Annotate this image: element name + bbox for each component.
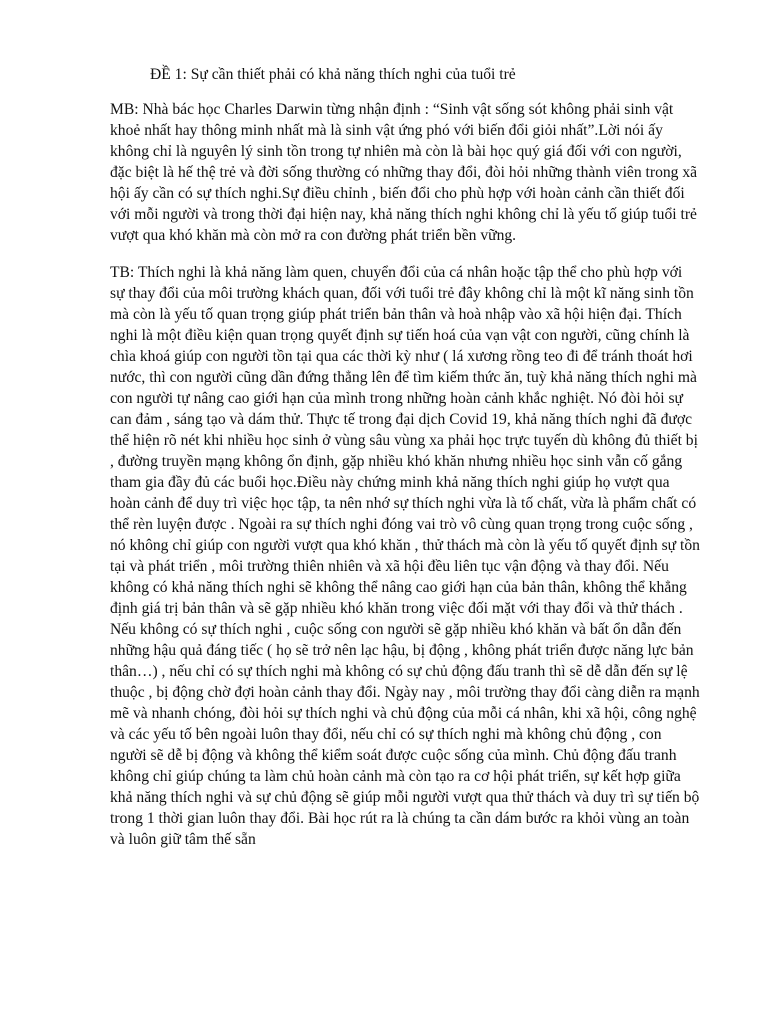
paragraph-body: TB: Thích nghi là khả năng làm quen, chuyển đổi của cá nhân hoặc tập thể cho phù hợp với sự thay đổi của môi trường khách quan, đối với tuổi trẻ đây không chỉ là một kĩ năng sinh tồn mà còn là yếu tố quan trọng giúp phát triển bản thân và hoà nhập vào xã hội hiện đại. Thích nghi là một điều kiện quan trọng quyết định sự tiến hoá của vạn vật con người, cũng chính là chìa khoá giúp con người tồn tại qua các thời kỳ như ( lá xương rồng teo đi để tránh thoát hơi nước, thì con người cũng dần đứng thẳng lên để tìm kiếm thức ăn, tuỳ khả năng thích nghi mà con người tự nâng cao giới hạn của mình trong những hoàn cảnh khắc nghiệt. Nó đòi hỏi sự can đảm , sáng tạo và dám thử. Thực tế trong đại dịch Covid 19, khả năng thích nghi đã được thể hiện rõ nét khi nhiều học sinh ở vùng sâu vùng xa phải học trực tuyến dù không đủ thiết bị , đường truyền mạng không ổn định, gặp nhiều khó khăn nhưng nhiều học sinh vẫn cố gắng tham gia đầy đủ các buổi học.Điều này chứng minh khả năng thích nghi giúp họ vượt qua hoàn cảnh để duy trì việc học tập, ta nên nhớ sự thích nghi vừa là tố chất, vừa là phẩm chất có thể rèn luyện được . Ngoài ra sự thích nghi đóng vai trò vô cùng quan trọng trong cuộc sống , nó không chỉ giúp con người vượt qua khó khăn , thử thách mà còn là yếu tố quyết định sự tồn tại và phát triển , môi trường thiên nhiên và xã hội đều liên tục vận động và thay đổi. Nếu không có khả năng thích nghi sẽ không thể nâng cao giới hạn của bản thân, không thể khẳng định giá trị bản thân và sẽ gặp nhiều khó khăn trong việc đối mặt với thay đổi và thử thách . Nếu không có sự thích nghi , cuộc sống con người sẽ gặp nhiều khó khăn và bất ổn dẫn đến những hậu quả đáng tiếc ( họ sẽ trở nên lạc hậu, bị động , không phát triển được năng lực bản thân…) , nếu chỉ có sự thích nghi mà không có sự chủ động đấu tranh thì sẽ dễ dẫn đến sự lệ thuộc , bị động chờ đợi hoàn cảnh thay đổi. Ngày nay , môi trường thay đổi càng diễn ra mạnh mẽ và nhanh chóng, đòi hỏi sự thích nghi và chủ động của mỗi cá nhân, khi xã hội, công nghệ và các yếu tố bên ngoài luôn thay đổi, nếu chỉ có sự thích nghi mà không chủ động , con người sẽ dễ bị động và không thể kiểm soát được cuộc sống của mình. Chủ động đấu tranh không chỉ giúp chúng ta làm chủ hoàn cảnh mà còn tạo ra cơ hội phát triển, sự kết hợp giữa khả năng thích nghi và sự chủ động sẽ giúp mỗi người vượt qua thử thách và duy trì sự tiến bộ trong 1 thời gian luôn thay đổi. Bài học rút ra là chúng ta cần dám bước ra khỏi vùng an toàn và luôn giữ tâm thế sẵn [110,264,700,848]
document-title: ĐỀ 1: Sự cần thiết phải có khả năng thích nghi của tuổi trẻ [150,66,516,83]
document-body [110,64,700,866]
paragraph-introduction: MB: Nhà bác học Charles Darwin từng nhận định : “Sinh vật sống sót không phải sinh vật khoẻ nhất hay thông minh nhất mà là sinh vật ứng phó với biến đổi giỏi nhất”.Lời nói ấy không chỉ là nguyên lý sinh tồn trong tự nhiên mà còn là bài học quý giá đối với con người, đặc biệt là hế thệ trẻ và đời sống thường có những thay đổi, đòi hỏi những thành viên trong xã hội ấy cần có sự thích nghi.Sự điều chỉnh , biến đổi cho phù hợp với hoàn cảnh cần thiết đối với mỗi người và trong thời đại hiện nay, khả năng thích nghi không chỉ là yếu tố giúp tuổi trẻ vượt qua khó khăn mà còn mở ra con đường phát triển bền vững. [110,101,698,244]
